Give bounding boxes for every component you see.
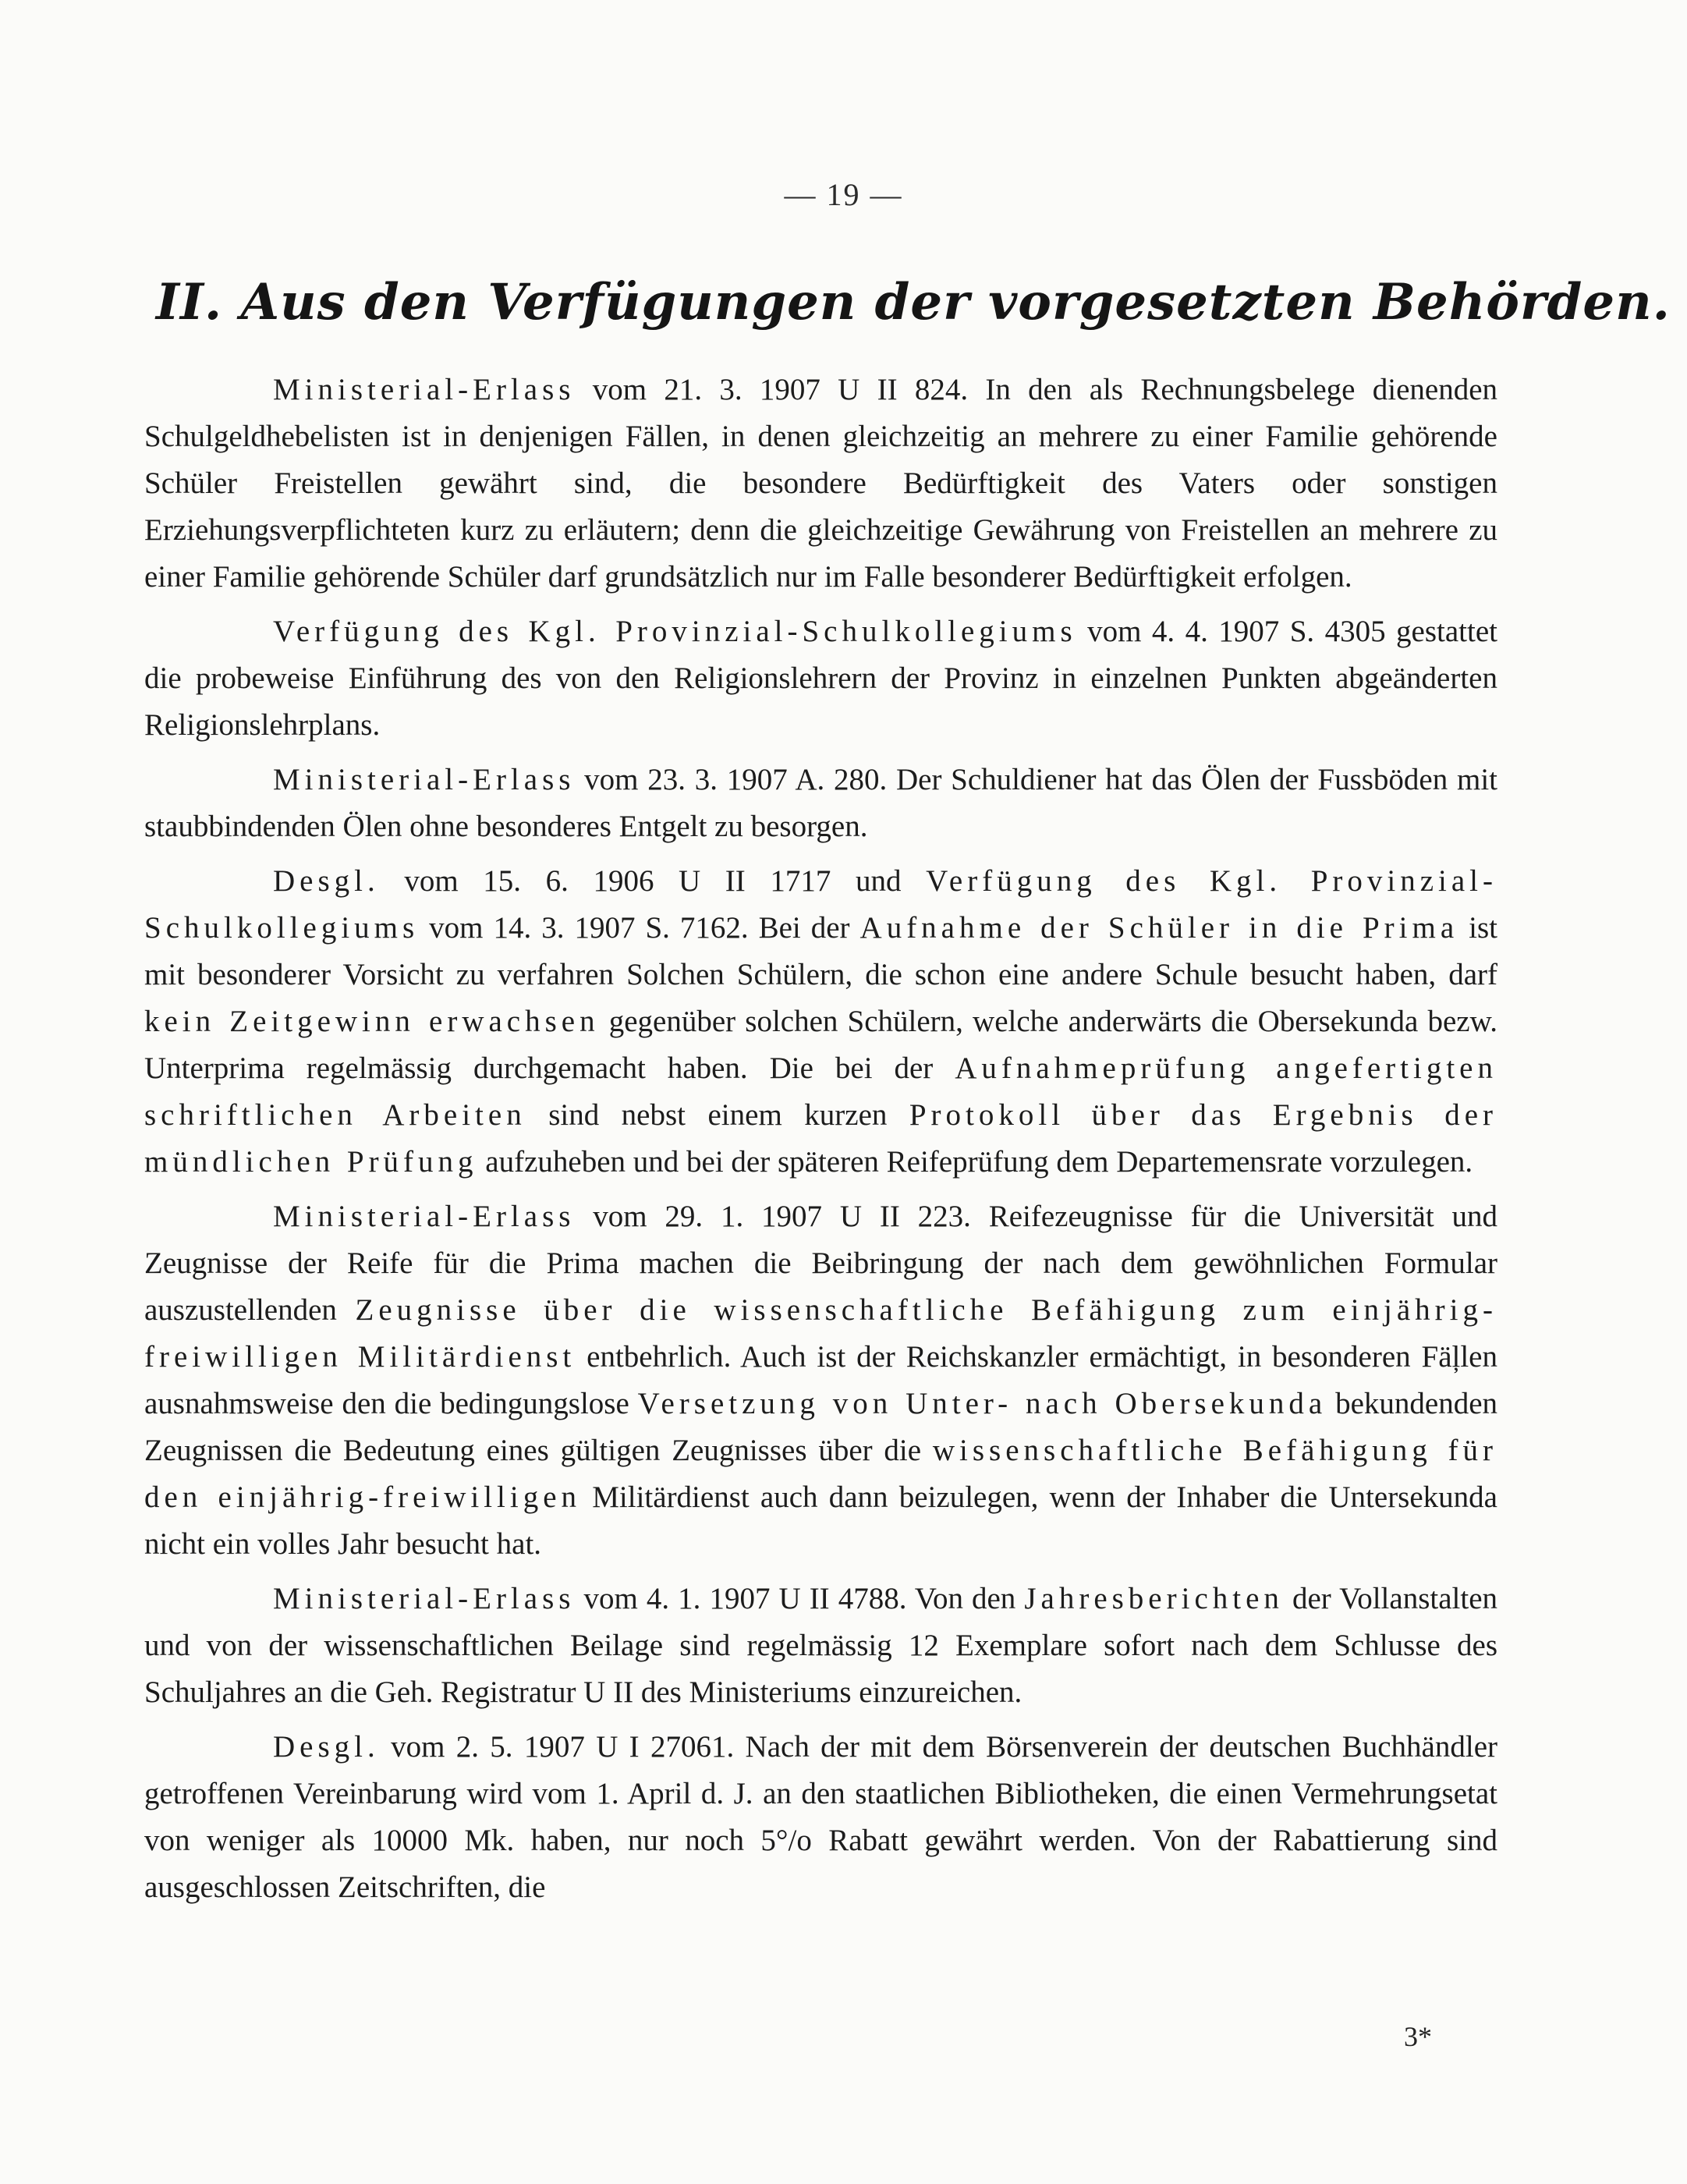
spaced-emphasis: kein Zeitgewinn erwachsen (144, 1005, 600, 1038)
spaced-lead: Ministerial-Erlass (273, 1200, 576, 1233)
spaced-emphasis: Protokoll über das Ergebnis der mündlichen Prüfung (144, 1098, 1497, 1179)
paragraph-7 (144, 1724, 1497, 1911)
spaced-emphasis: wissenschaftliche Befähigung für den einjährig-freiwilligen (144, 1434, 1497, 1514)
paragraph-text: der Vollanstalten und von der wissenschaftlichen Beilage sind regelmässig 12 Exemplare sofort nach dem Schlusse des Schuljahres an die Geh. Registratur U II des Ministeriums einzureichen. (144, 1582, 1498, 1709)
spaced-lead: Ministerial-Erlass (273, 373, 576, 406)
page-number: — 19 — (784, 177, 903, 212)
spaced-emphasis: Jahresberichten (1024, 1582, 1284, 1615)
paragraph-text: vom 15. 6. 1906 U II 1717 und (379, 864, 927, 898)
section-title: II. Aus den Verfügungen der vorgesetzten Behörden. (156, 273, 1671, 332)
spaced-emphasis: Zeugnisse über die wissenschaftliche Befähigung zum einjährig-freiwilligen Militärdienst (144, 1293, 1497, 1374)
spaced-lead: Ministerial-Erlass (273, 763, 576, 796)
paragraph-text: entbehrlich. Auch ist der Reichskanzler ermächtigt, in besonderen Fäļlen ausnahmsweise den die bedingungslose (144, 1340, 1497, 1420)
spaced-emphasis: Versetzung von Unter- nach Obersekunda (637, 1387, 1327, 1420)
paragraph-text: vom 23. 3. 1907 A. 280. Der Schuldiener hat das Ölen der Fussböden mit staubbindenden Ölen ohne besonderes Entgelt zu besorgen. (144, 763, 1497, 843)
body-text (144, 367, 1497, 1919)
paragraph-text: vom 4. 4. 1907 S. 4305 gestattet die probeweise Einführung des von den Religionslehrern der Provinz in einzelnen Punkten abgeänderten Religionslehrplans. (144, 615, 1497, 742)
spaced-lead: Ministerial-Erlass (273, 1582, 576, 1615)
paragraph-4 (144, 858, 1497, 1186)
spaced-emphasis: Aufnahme der Schüler in die Prima (859, 911, 1459, 945)
paragraph-1 (144, 367, 1497, 601)
paragraph-text: vom 2. 5. 1907 U I 27061. Nach der mit dem Börsenverein der deutschen Buchhändler getroffenen Vereinbarung wird vom 1. April d. J. an den staatlichen Bibliotheken, die einen Vermehrungsetat von weniger als 10000 Mk. haben, nur noch 5°/o Rabatt gewährt werden. Von der Rabattierung sind ausgeschlossen Zeitschriften, die (144, 1730, 1497, 1904)
paragraph-text: ist mit besonderer Vorsicht zu verfahren Solchen Schülern, die schon eine andere Schule besucht haben, darf (144, 911, 1497, 991)
paragraph-text: sind nebst einem kurzen (526, 1098, 909, 1132)
paragraph-text: gegenüber solchen Schülern, welche anderwärts die Obersekunda bezw. Unterprima regelmässig durchgemacht haben. Die bei der (144, 1005, 1497, 1085)
paragraph-text: vom 4. 1. 1907 U II 4788. Von den (575, 1582, 1025, 1615)
paragraph-2 (144, 608, 1497, 749)
spaced-emphasis: Verfügung des Kgl. Provinzial-Schulkollegiums (144, 864, 1497, 945)
spaced-lead: Desgl. (273, 1730, 380, 1764)
paragraph-text: bekundenden Zeugnissen die Bedeutung eines gültigen Zeugnisses über die (144, 1387, 1498, 1467)
paragraph-3 (144, 757, 1497, 850)
paragraph-text: vom 21. 3. 1907 U II 824. In den als Rechnungsbelege dienenden Schulgeldhebelisten ist in denjenigen Fällen, in denen gleichzeitig an mehrere zu einer Familie gehörende Schüler Freistellen gewährt sind, die besondere Bedürftigkeit des Vaters oder sonstigen Erziehungsverpflichteten kurz zu erläutern; denn die gleichzeitige Gewährung von Freistellen an mehrere zu einer Familie gehörende Schüler darf grundsätzlich nur im Falle besonderer Bedürftigkeit erfolgen. (144, 373, 1497, 594)
spaced-lead: Desgl. (273, 864, 380, 898)
page-signature: 3* (1404, 2021, 1432, 2052)
paragraph-5 (144, 1193, 1497, 1568)
paragraph-text: aufzuheben und bei der späteren Reifeprüfung dem Departemensrate vorzulegen. (477, 1145, 1473, 1179)
spaced-lead: Verfügung des Kgl. Provinzial-Schulkollegiums (273, 615, 1077, 648)
spaced-emphasis: Aufnahmeprüfung angefertigten schriftlichen Arbeiten (144, 1051, 1497, 1132)
paragraph-6 (144, 1576, 1497, 1716)
paragraph-text: vom 29. 1. 1907 U II 223. Reifezeugnisse für die Universität und Zeugnisse der Reife für die Prima machen die Beibringung der nach dem gewöhnlichen Formular auszustellenden (144, 1200, 1497, 1327)
paragraph-text: vom 14. 3. 1907 S. 7162. Bei der (419, 911, 860, 945)
paragraph-text: Militärdienst auch dann beizulegen, wenn der Inhaber die Untersekunda nicht ein volles Jahr besucht hat. (144, 1480, 1497, 1561)
